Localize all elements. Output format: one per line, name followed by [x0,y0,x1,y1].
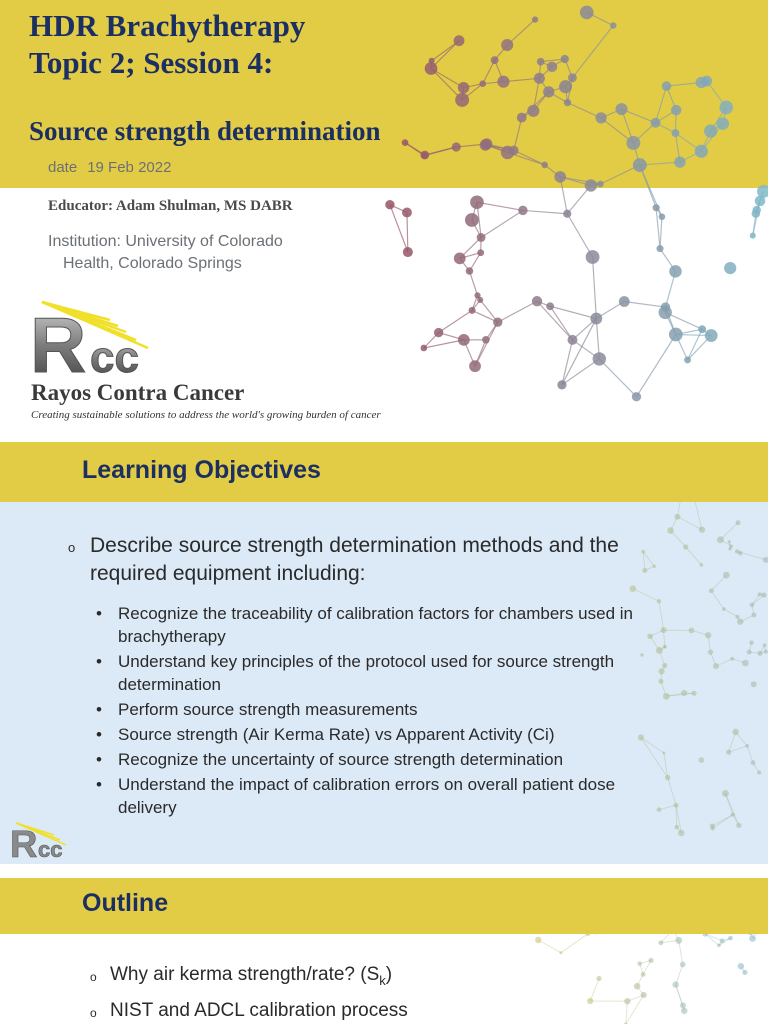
outline-item-text: NIST and ADCL calibration process [110,1000,408,1021]
outline-item-text: Why air kerma strength/rate? (S [110,964,380,985]
bullet-dot: • [96,700,102,719]
date-label: date [48,159,78,176]
outline-heading: Outline [82,889,169,917]
list-item-text: Recognize the uncertainty of source strength determination [118,750,564,769]
bullet-marker: o [90,1006,97,1020]
educator-line: Educator: Adam Shulman, MS DABR [48,198,293,214]
rcc-logo [30,296,170,378]
slide-subtitle: Source strength determination [29,116,381,146]
bullet-marker: o [90,970,97,984]
list-item [96,723,676,746]
list-item-text: Perform source strength measurements [118,700,418,719]
list-item [96,773,676,819]
organization-name: Rayos Contra Cancer [31,380,245,405]
list-item-text: Understand the impact of calibration errors on overall patient dose delivery [118,775,616,817]
bullet-dot: • [96,775,102,794]
title-line-1: HDR Brachytherapy [29,8,306,43]
list-item [96,698,676,721]
main-objective-text: Describe source strength determination methods and the required equipment including: [90,534,619,585]
title-slide [0,0,768,430]
bullet-dot: • [96,652,102,671]
objectives-heading: Learning Objectives [82,456,321,484]
bullet-marker: o [68,540,76,555]
date-value: 19 Feb 2022 [87,159,172,176]
date-line [48,159,181,176]
svg-text:cc: cc [38,837,63,860]
organization-tagline: Creating sustainable solutions to address the world's growing burden of cancer [31,409,381,421]
bullet-dot: • [96,725,102,744]
title-line-2: Topic 2; Session 4: [29,45,274,80]
sub-objectives-list [96,602,676,821]
learning-objectives-slide [0,442,768,864]
outline-item-close: ) [385,964,393,985]
list-item [96,748,676,771]
institution-block [48,231,283,275]
list-item [90,998,690,1024]
list-item-text: Recognize the traceability of calibration factors for chambers used in brachytherapy [118,604,633,646]
network-nodes [385,6,768,402]
institution-line-2: Health, Colorado Springs [63,255,242,272]
institution-line-1: Institution: University of Colorado [48,233,283,250]
list-item [90,962,690,998]
outline-list [90,962,690,1024]
list-item-text: Understand key principles of the protocol used for source strength determination [118,652,615,694]
svg-text:R: R [10,824,38,860]
list-item [96,650,676,696]
rcc-logo-small [10,820,80,860]
list-item [96,602,676,648]
bullet-dot: • [96,604,102,623]
svg-text:cc: cc [90,333,139,378]
list-item-text: Source strength (Air Kerma Rate) vs Apparent Activity (Ci) [118,725,555,744]
outline-slide [0,878,768,1024]
svg-text:R: R [30,301,87,378]
outline-item-subscript: k [379,972,386,988]
bullet-dot: • [96,750,102,769]
